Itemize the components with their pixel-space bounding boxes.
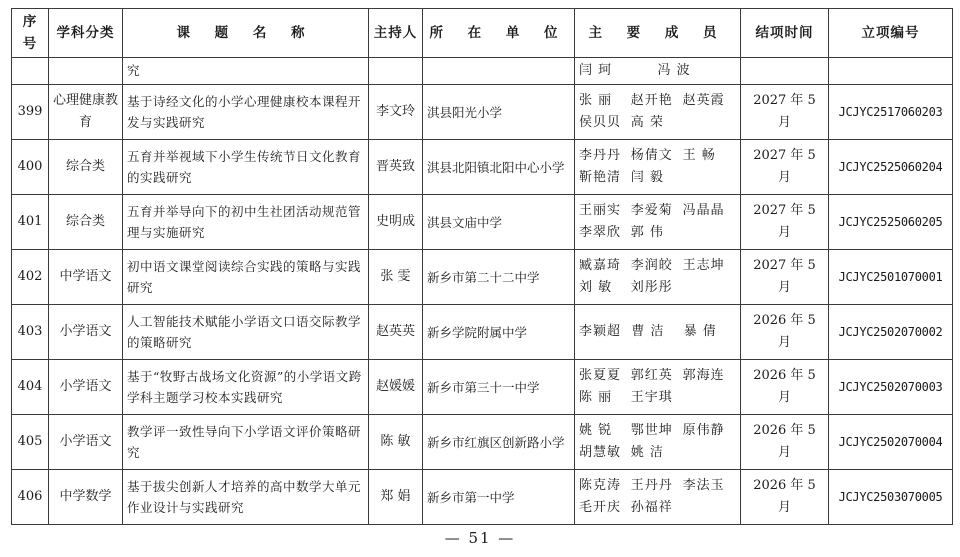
header-date: 结项时间 — [741, 9, 829, 58]
row-code: JCJYC2525060205 — [829, 195, 953, 250]
member: 暴 倩 — [683, 324, 717, 339]
table-row — [12, 305, 953, 360]
row-no: 401 — [12, 195, 49, 250]
row-category: 综合类 — [49, 195, 123, 250]
row-no: 399 — [12, 85, 49, 140]
row-no: 404 — [12, 360, 49, 415]
member: 陈 丽 — [579, 390, 613, 405]
member: 王丹丹 — [630, 478, 673, 493]
member: 胡慧敏 — [579, 445, 622, 460]
header-row — [12, 9, 953, 58]
table-row — [12, 140, 953, 195]
member: 李翠欣 — [579, 225, 622, 240]
header-host: 主持人 — [369, 9, 423, 58]
row-unit: 淇县北阳镇北阳中心小学 — [423, 140, 575, 195]
row-unit: 新乡学院附属中学 — [423, 305, 575, 360]
row-host: 郑 娟 — [369, 470, 423, 525]
member: 靳艳清 — [579, 170, 622, 185]
row-host: 晋英致 — [369, 140, 423, 195]
header-unit: 所 在 单 位 — [423, 9, 575, 58]
row-date: 2026 年 5 月 — [741, 305, 829, 360]
table-row — [12, 360, 953, 415]
row-members — [575, 305, 741, 360]
row-members — [575, 250, 741, 305]
member: 原伟静 — [682, 423, 725, 438]
member: 刘 敏 — [579, 280, 613, 295]
table-row — [12, 195, 953, 250]
row-category: 小学语文 — [49, 305, 123, 360]
header-members: 主 要 成 员 — [575, 9, 741, 58]
row-code: JCJYC2503070005 — [829, 470, 953, 525]
row-category: 小学语文 — [49, 415, 123, 470]
member: 李法玉 — [682, 478, 725, 493]
row-title: 基于拔尖创新人才培养的高中数学大单元作业设计与实践研究 — [123, 470, 369, 525]
row-date: 2027 年 5 月 — [741, 250, 829, 305]
row-members — [575, 195, 741, 250]
row-category: 中学数学 — [49, 470, 123, 525]
row-category: 心理健康教育 — [49, 85, 123, 140]
row-members — [575, 85, 741, 140]
continuation-row — [12, 58, 953, 85]
member: 孙福祥 — [630, 500, 673, 515]
member: 臧嘉琦 — [579, 258, 622, 273]
member: 赵英霞 — [682, 93, 725, 108]
member: 毛开庆 — [579, 500, 622, 515]
row-unit: 新乡市第一中学 — [423, 470, 575, 525]
row-code: JCJYC2502070004 — [829, 415, 953, 470]
table-row — [12, 415, 953, 470]
row-category: 综合类 — [49, 140, 123, 195]
member: 郭海连 — [682, 368, 725, 383]
member: 王志坤 — [682, 258, 725, 273]
table-row — [12, 470, 953, 525]
row-host: 赵英英 — [369, 305, 423, 360]
header-code: 立项编号 — [829, 9, 953, 58]
row-code: JCJYC2502070003 — [829, 360, 953, 415]
row-members — [575, 360, 741, 415]
member: 张夏夏 — [579, 368, 622, 383]
row-code: JCJYC2517060203 — [829, 85, 953, 140]
row-title: 基于诗经文化的小学心理健康校本课程开发与实践研究 — [123, 85, 369, 140]
row-members — [575, 470, 741, 525]
member: 王 畅 — [682, 148, 716, 163]
row-no: 400 — [12, 140, 49, 195]
header-category: 学科分类 — [49, 9, 123, 58]
row-no: 406 — [12, 470, 49, 525]
member: 鄂世坤 — [630, 423, 673, 438]
member: 闫 毅 — [630, 170, 664, 185]
table-row — [12, 250, 953, 305]
row-title: 教学评一致性导向下小学语文评价策略研究 — [123, 415, 369, 470]
row-no: 405 — [12, 415, 49, 470]
member: 刘彤彤 — [630, 280, 673, 295]
member: 郭红英 — [630, 368, 673, 383]
row-date: 2027 年 5 月 — [741, 85, 829, 140]
member: 赵开艳 — [630, 93, 673, 108]
member: 侯贝贝 — [579, 115, 622, 130]
member: 陈克涛 — [579, 478, 622, 493]
row-unit: 新乡市第三十一中学 — [423, 360, 575, 415]
row-members — [575, 140, 741, 195]
member: 高 荣 — [630, 115, 664, 130]
row-host: 赵媛媛 — [369, 360, 423, 415]
header-title: 课 题 名 称 — [123, 9, 369, 58]
row-unit: 淇县阳光小学 — [423, 85, 575, 140]
row-host: 张 雯 — [369, 250, 423, 305]
member: 王宇琪 — [630, 390, 673, 405]
row-category: 小学语文 — [49, 360, 123, 415]
member: 曹 洁 — [631, 324, 665, 339]
row-title: 五育并举导向下的初中生社团活动规范管理与实施研究 — [123, 195, 369, 250]
row-date: 2026 年 5 月 — [741, 470, 829, 525]
row-unit: 淇县文庙中学 — [423, 195, 575, 250]
row-category: 中学语文 — [49, 250, 123, 305]
member: 郭 伟 — [630, 225, 664, 240]
member: 姚 锐 — [579, 423, 613, 438]
row-date: 2027 年 5 月 — [741, 195, 829, 250]
row-no: 403 — [12, 305, 49, 360]
row-host: 陈 敏 — [369, 415, 423, 470]
row-date: 2026 年 5 月 — [741, 360, 829, 415]
row-host: 李文玲 — [369, 85, 423, 140]
member: 王丽实 — [579, 203, 622, 218]
member: 冯晶晶 — [682, 203, 725, 218]
continuation-members — [575, 58, 741, 85]
member: 闫 珂 — [579, 63, 613, 78]
row-unit: 新乡市第二十二中学 — [423, 250, 575, 305]
header-no: 序号 — [12, 9, 49, 58]
member: 李润皎 — [630, 258, 673, 273]
continuation-title: 究 — [123, 58, 369, 85]
project-table — [11, 8, 953, 525]
member: 杨倩文 — [630, 148, 673, 163]
row-host: 史明成 — [369, 195, 423, 250]
member: 张 丽 — [579, 93, 613, 108]
row-members — [575, 415, 741, 470]
member: 李丹丹 — [579, 148, 622, 163]
member: 姚 洁 — [630, 445, 664, 460]
row-code: JCJYC2525060204 — [829, 140, 953, 195]
member: 李爱菊 — [630, 203, 673, 218]
row-title: 基于“牧野古战场文化资源”的小学语文跨学科主题学习校本实践研究 — [123, 360, 369, 415]
row-no: 402 — [12, 250, 49, 305]
row-title: 初中语文课堂阅读综合实践的策略与实践研究 — [123, 250, 369, 305]
row-title: 五育并举视域下小学生传统节日文化教育的实践研究 — [123, 140, 369, 195]
row-code: JCJYC2502070002 — [829, 305, 953, 360]
row-title: 人工智能技术赋能小学语文口语交际教学的策略研究 — [123, 305, 369, 360]
member: 冯 波 — [657, 63, 691, 78]
row-code: JCJYC2501070001 — [829, 250, 953, 305]
member: 李颖超 — [579, 324, 622, 339]
row-unit: 新乡市红旗区创新路小学 — [423, 415, 575, 470]
row-date: 2026 年 5 月 — [741, 415, 829, 470]
row-date: 2027 年 5 月 — [741, 140, 829, 195]
table-row — [12, 85, 953, 140]
page-number: — 51 — — [444, 529, 516, 547]
